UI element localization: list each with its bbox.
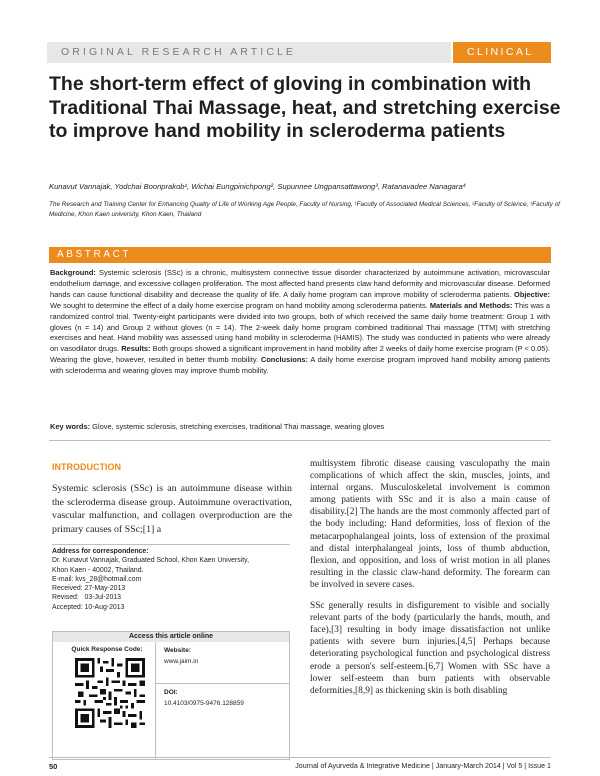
abstract-heading: ABSTRACT bbox=[57, 249, 132, 260]
introduction-continued bbox=[310, 458, 550, 706]
results-label: Results: bbox=[121, 344, 151, 354]
category-bar bbox=[453, 42, 551, 63]
received-date: Received: 27-May-2013 bbox=[52, 585, 126, 593]
category-label: CLINICAL bbox=[467, 46, 534, 58]
article-type-label: ORIGINAL RESEARCH ARTICLE bbox=[61, 46, 297, 58]
website-label: Website: bbox=[164, 647, 191, 654]
qr-label: Quick Response Code: bbox=[71, 646, 143, 653]
revised-date: Revised: 03-Jul-2013 bbox=[52, 594, 121, 602]
author-list: Kunavut Vannajak, Yodchai Boonprakob¹, Wichai Eungpinichpong², Supunnee Ungpansattawong³, Ratanavadee Nanagara⁴ bbox=[49, 182, 466, 191]
accepted-date: Accepted: 10-Aug-2013 bbox=[52, 603, 125, 611]
objective-label: Objective: bbox=[514, 289, 550, 299]
divider bbox=[49, 440, 551, 441]
doi-label: DOI: bbox=[164, 689, 178, 696]
article-type-bar bbox=[47, 42, 451, 63]
conclusions-text: A daily home exercise program improved hand mobility among patients with scleroderma and wearing gloves may improve thumb mobility. bbox=[50, 355, 550, 376]
correspondence-email[interactable]: E-mail: kvs_28@hotmail.com bbox=[52, 575, 142, 583]
methods-text: This was a randomized control trial. Twenty-eight participants were divided into two groups, both of which received the same daily home treatment: Group 1 with gloves (n = 14) and Group 2 without gloves (n = 14). The 2-week daily home program combined traditional Thai massage (TTM) with stretching exercises and heat. Hand mobility was assessed using hand mobility in scleroderma (HAMIS). The study was conducted in patients who were already on vasodilator drugs. bbox=[50, 300, 550, 354]
correspondence-line: Khon Kaen - 40002, Thailand. bbox=[52, 566, 144, 574]
introduction-paragraph: Systemic sclerosis (SSc) is an autoimmune disease within the scleroderma disease group. Autoimmune overactivation, vascular malfunction, and collagen overproduction are the primary causes of SSc;[1] a bbox=[52, 483, 292, 535]
paragraph: multisystem fibrotic disease causing vasculopathy the main complications of which affect the skin, muscles, joints, and internal organs. Musculoskeletal involvement is common among patients with SSc and it is also a main cause of disability.[2] The hands are the most commonly affected part of the body including: Hand deformities, loss of flexion of the metacarpophalangeal joints, loss of extension of the proximal and distal interphalangeal joints, loss of thumb abduction, flexion, and opposition, and loss of wrist motion in all planes resulting in the classic claw-hand deformity. The forearm can be involved in severe cases. bbox=[310, 459, 550, 590]
affiliations: The Research and Training Center for Enhancing Quality of Life of Working Age People, Faculty of Nursing, ¹Faculty of Associated Medical Sciences, ²Faculty of Science, ³Faculty of Medicine, Khon Kaen university, Khon Kaen, Thailand bbox=[49, 201, 560, 218]
qr-code-icon[interactable] bbox=[75, 658, 145, 728]
access-heading: Access this article online bbox=[53, 632, 289, 642]
page-number: 50 bbox=[49, 762, 58, 771]
divider bbox=[52, 544, 290, 545]
paragraph: SSc generally results in disfigurement to visible and socially relevant parts of the body (particularly the hands, mouth, and face),[3] resulting in body image dissatisfaction not unlike patients with severe burn injuries.[4,5] Perhaps because deteriorating psychological function and psychological distress erode a person's self-esteem.[6,7] Women with SSc have a lower self-esteem than burn patients with observable deformities,[8,9] as thickening skin is both disabling bbox=[310, 601, 550, 696]
article-title: The short-term effect of gloving in combination with Traditional Thai Massage, heat, and stretching exercise to improve hand mobility in scleroderma patients bbox=[49, 73, 561, 142]
abstract-body bbox=[50, 268, 550, 377]
footer-divider bbox=[49, 757, 551, 758]
conclusions-label: Conclusions: bbox=[260, 355, 308, 365]
methods-label: Materials and Methods: bbox=[429, 300, 513, 310]
correspondence-line: Dr. Kunavut Vannajak, Graduated School, Khon Kaen University, bbox=[52, 557, 250, 565]
keywords-text: Glove, systemic sclerosis, stretching exercises, traditional Thai massage, wearing gloves bbox=[90, 422, 385, 431]
correspondence-heading: Address for correspondence: bbox=[52, 548, 149, 555]
keywords-label: Key words: bbox=[50, 422, 91, 431]
website-link[interactable]: www.jaim.in bbox=[164, 658, 199, 665]
journal-citation: Journal of Ayurveda & Integrative Medicine | January-March 2014 | Vol 5 | Issue 1 bbox=[295, 762, 551, 770]
abstract-heading-bar bbox=[49, 247, 551, 263]
keywords bbox=[50, 422, 550, 431]
correspondence-block bbox=[52, 547, 290, 612]
objective-text: We sought to determine the effect of a daily home exercise program on hand mobility among scleroderma patients. bbox=[50, 300, 430, 310]
divider bbox=[155, 683, 289, 684]
background-label: Background: bbox=[50, 268, 96, 277]
introduction-heading: INTRODUCTION bbox=[52, 462, 121, 472]
divider bbox=[155, 642, 156, 759]
results-text: Both groups showed a significant improvement in hand mobility after 2 weeks of daily home exercise program (P < 0.05). Wearing the glove, however, resulted in better thumb mobility. bbox=[50, 344, 550, 365]
doi-link[interactable]: 10.4103/0975-9476.128859 bbox=[164, 700, 244, 707]
background-text: Systemic sclerosis (SSc) is a chronic, multisystem connective tissue disorder characterized by autoimmune activation, microvascular endothelium damage, and excessive collagen proliferation. The most affected hand presents claw hand deformity and microvascular disease. Deformed hands can cause functional disability and decrease the quality of life. A daily home program can improve mobility of scleroderma patients. bbox=[50, 268, 550, 299]
